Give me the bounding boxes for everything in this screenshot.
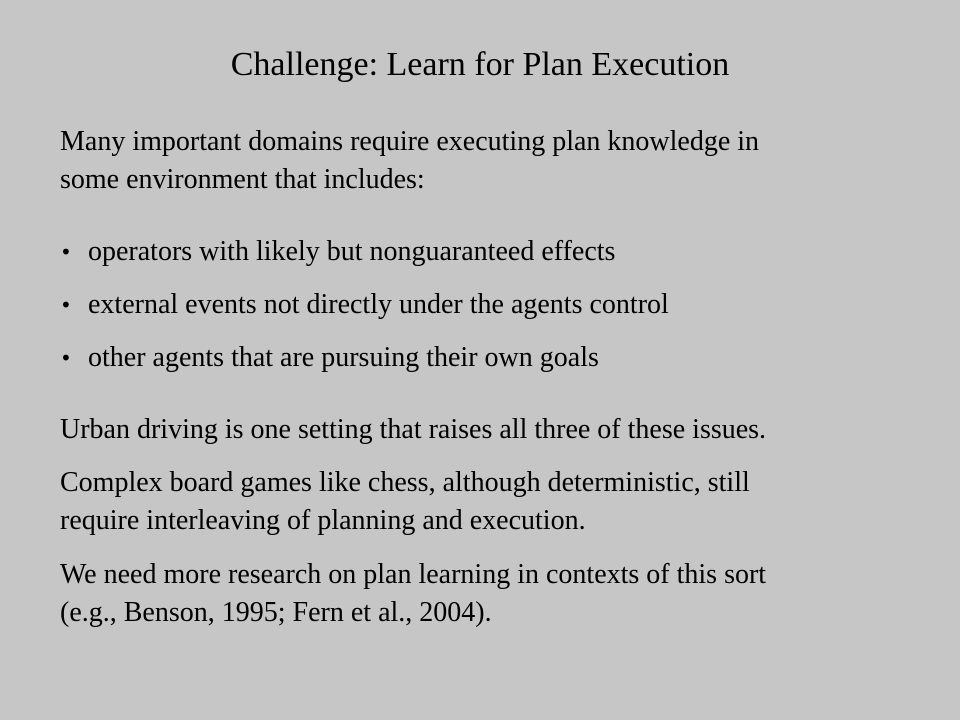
bullet-item-external-events: [60, 286, 920, 339]
intro-paragraph: [60, 123, 920, 199]
intro-line-1: Many important domains require executing plan knowledge in: [60, 126, 760, 157]
bullet-icon: •: [60, 240, 72, 264]
bullet-icon: •: [60, 293, 72, 317]
board-games-paragraph: [60, 464, 920, 540]
slide-title: Challenge: Learn for Plan Execution: [230, 46, 730, 83]
bullet-item-operators: [60, 233, 920, 286]
research-line-1: We need more research on plan learning in contexts of this sort: [60, 559, 767, 590]
urban-driving-paragraph: [60, 411, 920, 449]
research-paragraph: [60, 556, 920, 632]
bullet-item-other-agents: [60, 339, 920, 392]
bullet-text: other agents that are pursuing their own goals: [88, 342, 599, 373]
research-line-2: (e.g., Benson, 1995; Fern et al., 2004).: [60, 597, 492, 628]
bullet-icon: •: [60, 346, 72, 370]
urban-driving-line: Urban driving is one setting that raises all three of these issues.: [60, 414, 767, 445]
board-games-line-2: require interleaving of planning and execution.: [60, 505, 586, 536]
bullet-list: [60, 233, 920, 392]
bullet-text: external events not directly under the agents control: [88, 289, 669, 320]
bullet-text: operators with likely but nonguaranteed effects: [88, 236, 616, 267]
board-games-line-1: Complex board games like chess, although deterministic, still: [60, 467, 750, 498]
intro-line-2: some environment that includes:: [60, 164, 425, 195]
